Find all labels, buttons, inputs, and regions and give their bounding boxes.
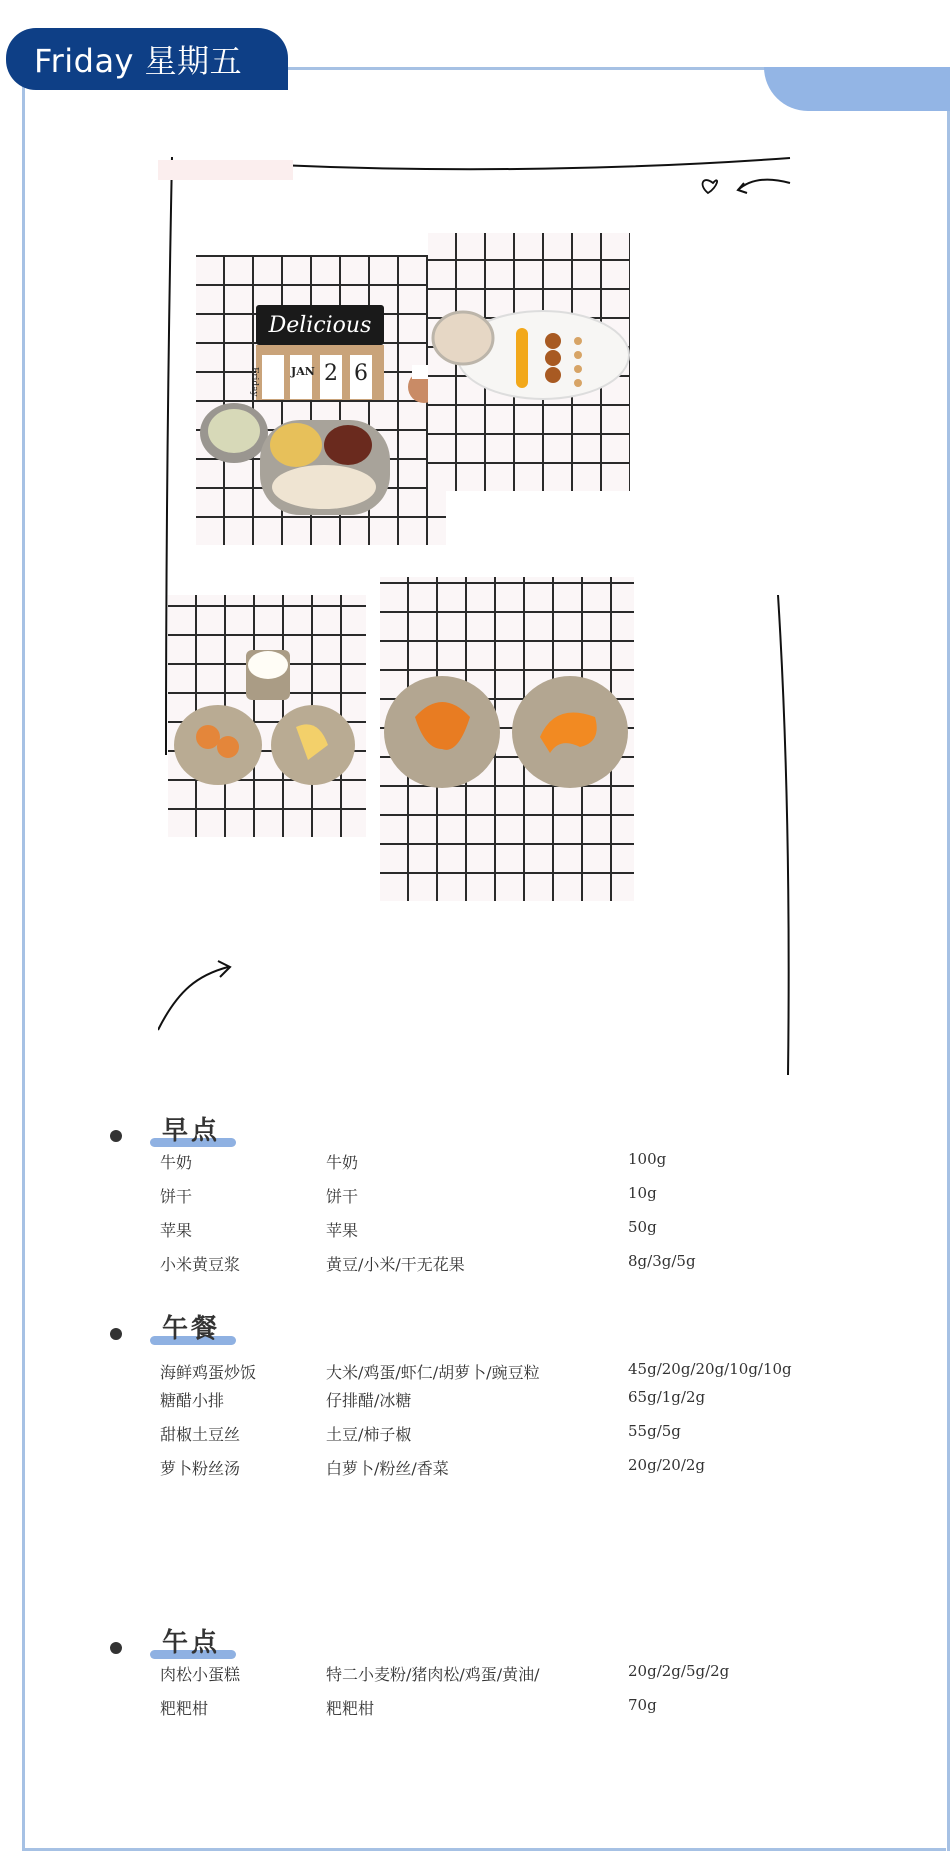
section-lunch <box>110 1308 870 1490</box>
amount: 100g <box>628 1150 667 1168</box>
ingredients: 白萝卜/粉丝/香菜 <box>326 1459 449 1478</box>
calendar-month-text: JAN <box>291 365 315 378</box>
dish-name: 萝卜粉丝汤 <box>160 1459 241 1478</box>
menu-row <box>110 1696 870 1730</box>
photo-collage <box>158 155 794 1090</box>
ingredients: 饼干 <box>326 1187 359 1206</box>
calendar-day-text: Friday <box>249 367 259 397</box>
photo-milk-apple <box>168 595 366 837</box>
bullet-icon <box>110 1642 122 1654</box>
amount: 65g/1g/2g <box>628 1388 706 1406</box>
dish-name: 粑粑柑 <box>160 1699 209 1718</box>
section-header <box>110 1110 870 1150</box>
section-title: 午点 <box>162 1628 221 1658</box>
amount: 50g <box>628 1218 657 1236</box>
ingredients: 苹果 <box>326 1221 359 1240</box>
section-title: 早点 <box>162 1116 221 1146</box>
dish-name: 肉松小蛋糕 <box>160 1665 241 1684</box>
amount: 10g <box>628 1184 657 1202</box>
corner-decoration <box>764 67 950 111</box>
photo-oranges <box>380 577 634 901</box>
section-afternoon-snack <box>110 1622 870 1730</box>
section-header <box>110 1308 870 1348</box>
calendar-sign-text: Delicious <box>268 313 372 338</box>
amount: 20g/20/2g <box>628 1456 706 1474</box>
ingredients: 仔排醋/冰糖 <box>326 1391 412 1410</box>
day-label: Friday 星期五 <box>34 42 243 80</box>
menu-row <box>110 1184 870 1218</box>
menu-row <box>110 1388 870 1422</box>
dish-name: 海鲜鸡蛋炒饭 <box>160 1363 257 1382</box>
menu-row <box>110 1456 870 1490</box>
ingredients: 特二小麦粉/猪肉松/鸡蛋/黄油/ <box>326 1665 540 1684</box>
amount: 55g/5g <box>628 1422 681 1440</box>
amount: 45g/20g/20g/10g/10g <box>628 1360 792 1378</box>
calendar-date-2-text: 6 <box>354 361 368 386</box>
menu-row <box>110 1360 870 1388</box>
dish-name: 糖醋小排 <box>160 1391 225 1410</box>
bullet-icon <box>110 1328 122 1340</box>
menu-row <box>110 1218 870 1252</box>
dish-name: 苹果 <box>160 1221 193 1240</box>
snack-plate-illustration <box>428 233 630 491</box>
amount: 20g/2g/5g/2g <box>628 1662 730 1680</box>
ingredients: 黄豆/小米/干无花果 <box>326 1255 465 1274</box>
ingredients: 牛奶 <box>326 1153 359 1172</box>
milk-apple-illustration <box>168 595 366 837</box>
dish-name: 饼干 <box>160 1187 193 1206</box>
lunch-tray-illustration <box>196 255 446 545</box>
day-badge <box>6 28 288 90</box>
bullet-icon <box>110 1130 122 1142</box>
dish-name: 小米黄豆浆 <box>160 1255 241 1274</box>
menu-row <box>110 1252 870 1286</box>
ingredients: 大米/鸡蛋/虾仁/胡萝卜/豌豆粒 <box>326 1363 540 1382</box>
calendar-date-1-text: 2 <box>324 361 338 386</box>
menu-row <box>110 1422 870 1456</box>
photo-snack-plate <box>428 233 630 491</box>
menu-row <box>110 1662 870 1696</box>
dish-name: 牛奶 <box>160 1153 193 1172</box>
oranges-illustration <box>380 577 634 901</box>
ingredients: 粑粑柑 <box>326 1699 375 1718</box>
amount: 70g <box>628 1696 657 1714</box>
section-title: 午餐 <box>162 1314 221 1344</box>
menu-row <box>110 1150 870 1184</box>
section-header <box>110 1622 870 1662</box>
ingredients: 土豆/柿子椒 <box>326 1425 412 1444</box>
amount: 8g/3g/5g <box>628 1252 696 1270</box>
dish-name: 甜椒土豆丝 <box>160 1425 241 1444</box>
section-breakfast <box>110 1110 870 1286</box>
photo-lunch-tray <box>196 255 446 545</box>
